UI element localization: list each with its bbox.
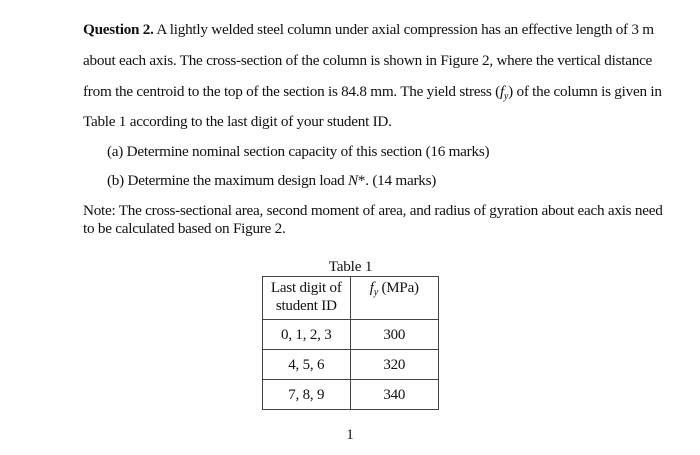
note-line-1: Note: The cross-sectional area, second moment of area, and radius of gyration about each axis need [83,202,663,219]
design-load-symbol: N [348,172,358,189]
yield-stress-symbol: f [499,83,504,100]
header-student-id [263,277,351,320]
header-yield-stress [350,277,438,320]
header-fy-unit: (MPa) [377,280,419,296]
part-b-end: *. (14 marks) [357,172,437,189]
question-line-3-start: from the centroid to the top of the section is 84.8 mm. The yield stress ( [83,83,500,100]
table-row [263,380,439,410]
header-student-id-line-2: student ID [275,298,337,314]
header-fy-subscript: y [373,287,378,298]
header-student-id-line-1: Last digit of [270,280,342,296]
question-line-4: Table 1 according to the last digit of your student ID. [83,113,392,130]
question-line-3 [83,83,662,102]
cell-digits: 4, 5, 6 [263,350,351,380]
table-row [263,350,439,380]
table-header-row [263,277,439,320]
header-fy-symbol: f [369,280,374,296]
part-a: (a) Determine nominal section capacity of this section (16 marks) [107,143,490,160]
yield-stress-table [262,276,439,410]
question-line-3-end: ) of the column is given in [508,83,662,100]
table-row [263,320,439,350]
cell-digits: 0, 1, 2, 3 [263,320,351,350]
note-line-2: to be calculated based on Figure 2. [83,220,286,237]
cell-digits: 7, 8, 9 [263,380,351,410]
cell-fy: 300 [350,320,438,350]
question-number: Question 2. [83,21,154,38]
cell-fy: 340 [350,380,438,410]
table-caption: Table 1 [328,258,373,275]
part-b [107,172,436,190]
cell-fy: 320 [350,350,438,380]
question-line-1-text: A lightly welded steel column under axial compression has an effective length of 3 m [153,21,654,38]
question-line-2: about each axis. The cross-section of the column is shown in Figure 2, where the vertical distance [83,52,653,69]
question-line-1 [83,21,654,39]
page-number: 1 [346,427,354,443]
yield-stress-subscript: y [503,91,509,102]
part-b-start: (b) Determine the maximum design load [107,172,349,189]
